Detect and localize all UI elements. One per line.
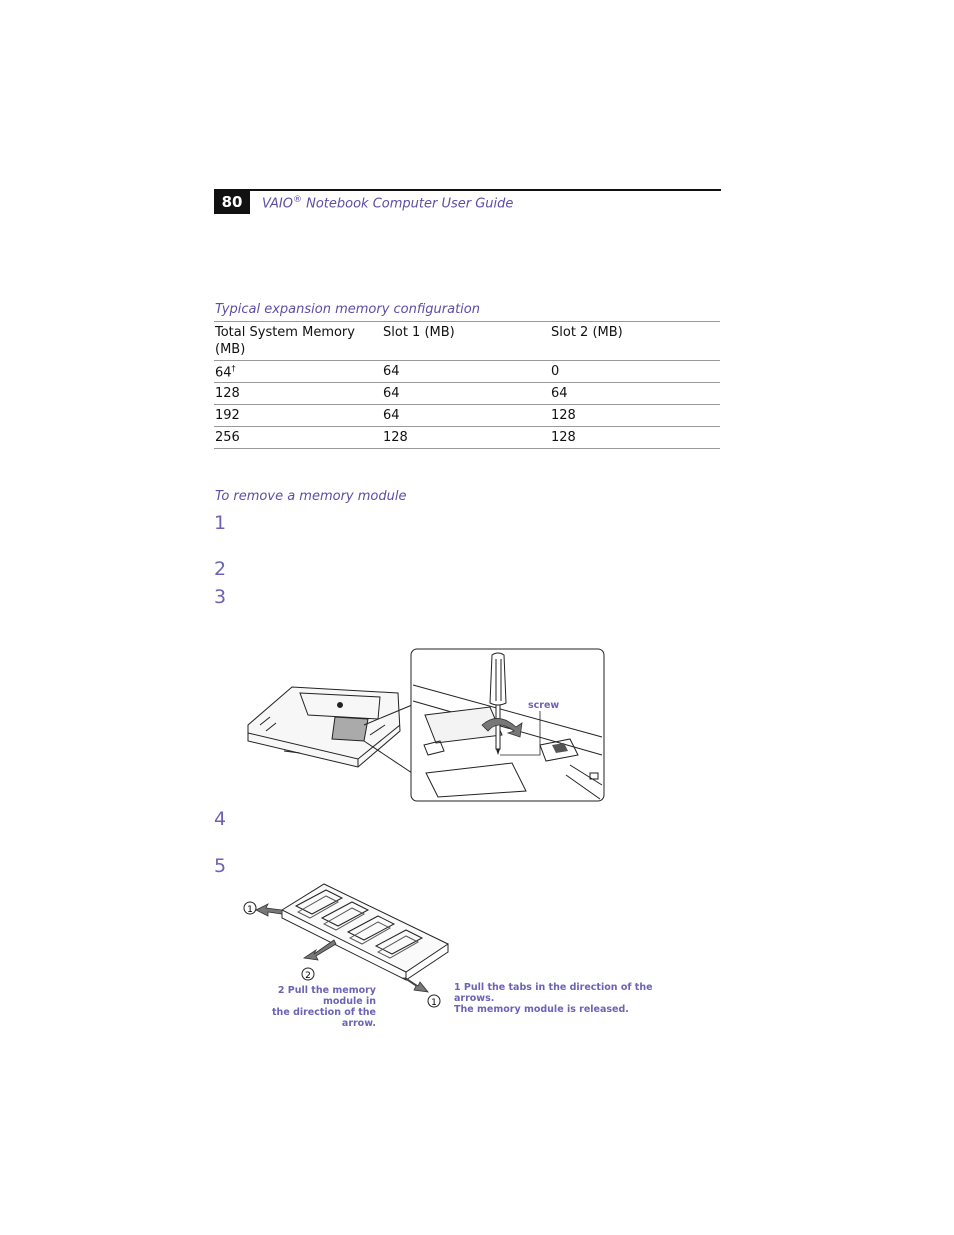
memory-module-icon [282,884,448,980]
table-caption: Typical expansion memory configuration [215,302,480,317]
procedure-title: To remove a memory module [215,489,407,504]
cell-slot2: 64 [551,386,568,401]
cell-slot2: 0 [551,364,560,379]
svg-text:1: 1 [247,905,253,915]
step-number: 3 [214,586,227,608]
notebook-underside-icon [248,687,400,767]
cell-total: 192 [215,408,240,423]
step-number: 4 [214,808,227,830]
header-rule [214,189,721,191]
step-number: 2 [214,558,227,580]
cell-slot2: 128 [551,408,576,423]
marker-1-icon [244,902,256,915]
cell-slot1: 64 [383,364,400,379]
cell-slot1: 128 [383,430,408,445]
svg-text:2: 2 [305,971,311,981]
callout-pull-module: 2 Pull the memory module in the direction of the arrow. [272,985,376,1029]
running-title [262,195,513,211]
arrow-left-icon [256,904,282,916]
callout-pull-tabs: 1 Pull the tabs in the direction of the arrows. The memory module is released. [454,982,653,1015]
registered-mark: ® [292,195,302,205]
table-row [214,405,720,427]
memory-config-table [214,321,720,449]
screw-callout: screw [528,700,560,711]
column-header-total: Total System Memory (MB) [215,325,355,357]
cell-slot1: 64 [383,386,400,401]
table-header-row [214,322,720,361]
cell-total: 128 [215,386,240,401]
column-header-slot2: Slot 2 (MB) [551,325,623,340]
table-row [214,383,720,405]
table-row [214,427,720,449]
step-number: 1 [214,512,227,534]
arrow-right-icon [404,978,428,992]
table-row [214,361,720,383]
cell-slot2: 128 [551,430,576,445]
marker-1-icon [428,995,440,1008]
marker-2-icon [302,968,314,981]
cell-total: 64† [215,364,236,381]
guide-title: Notebook Computer User Guide [301,196,514,212]
column-header-slot1: Slot 1 (MB) [383,325,455,340]
dagger-mark: † [231,364,236,373]
arrow-down-left-icon [304,940,336,960]
cell-slot1: 64 [383,408,400,423]
brand-name: VAIO [262,196,293,212]
screw-removal-illustration [240,645,610,807]
step-number: 5 [214,855,227,877]
page-number: 80 [214,191,250,214]
svg-text:1: 1 [431,998,437,1008]
cell-total: 256 [215,430,240,445]
